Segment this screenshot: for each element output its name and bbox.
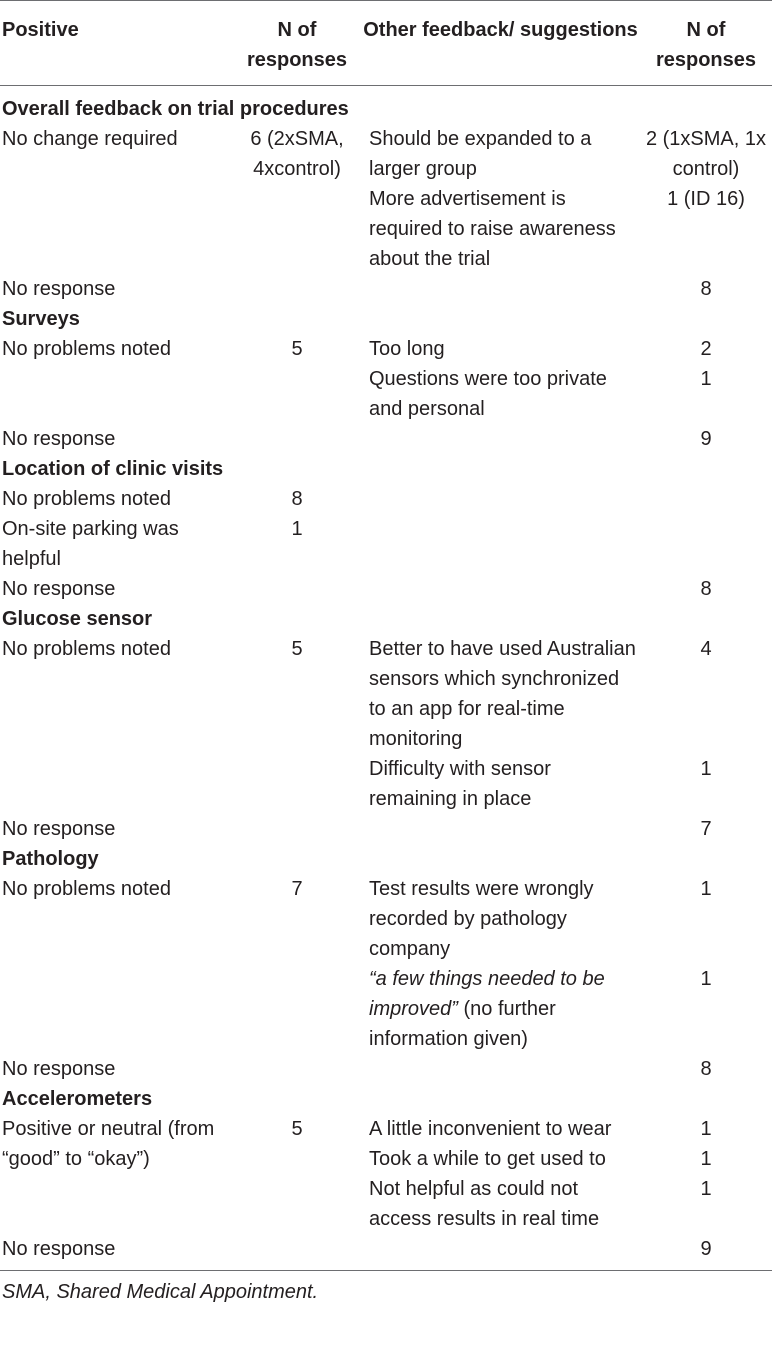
n2-cell: 2	[700, 338, 712, 360]
n2-cell: 1	[700, 968, 712, 990]
section-row	[0, 304, 772, 334]
table-row	[0, 874, 772, 964]
n2-cell: 1	[700, 758, 712, 780]
positive-cell: No response	[2, 1238, 116, 1260]
table-row	[0, 1114, 772, 1144]
table-row	[0, 334, 772, 364]
positive-cell: No response	[2, 818, 116, 840]
positive-cell: No change required	[2, 128, 178, 150]
section-title: Overall feedback on trial procedures	[2, 98, 349, 120]
n2-cell: 1 (ID 16)	[667, 188, 745, 210]
positive-cell: No response	[2, 578, 116, 600]
other-cell: More advertisement is required to raise awareness about the trial	[369, 188, 616, 270]
section-title: Accelerometers	[2, 1088, 153, 1110]
positive-cell: Positive or neutral (from “good” to “okay”)	[2, 1118, 215, 1170]
other-cell	[361, 964, 640, 1054]
table-footer	[0, 1271, 772, 1308]
positive-cell: No problems noted	[2, 638, 171, 660]
table-row	[0, 1234, 772, 1271]
table-row	[0, 424, 772, 454]
other-cell: A little inconvenient to wear	[369, 1118, 612, 1140]
table-row	[0, 964, 772, 1054]
positive-cell: No problems noted	[2, 338, 171, 360]
n2-cell: 1	[700, 1118, 712, 1140]
section-title: Surveys	[2, 308, 80, 330]
other-cell: Not helpful as could not access results in real time	[369, 1178, 600, 1230]
section-row	[0, 86, 772, 125]
note-text: (no further information given)	[369, 998, 556, 1050]
n2-cell: 8	[700, 1058, 712, 1080]
header-n-responses-1: N of responses	[233, 1, 361, 86]
positive-cell: No response	[2, 278, 116, 300]
section-title: Pathology	[2, 848, 99, 870]
n-cell: 5	[291, 338, 303, 360]
table-row	[0, 184, 772, 274]
table-header	[0, 1, 772, 86]
n2-cell: 1	[700, 368, 712, 390]
other-cell: Questions were too private and personal	[369, 368, 607, 420]
section-row	[0, 454, 772, 484]
table-row	[0, 514, 772, 574]
n2-cell: 1	[700, 878, 712, 900]
table-row	[0, 274, 772, 304]
table-row	[0, 484, 772, 514]
positive-cell: No problems noted	[2, 878, 171, 900]
other-cell: Took a while to get used to	[369, 1148, 606, 1170]
n-cell: 7	[291, 878, 303, 900]
n2-cell: 8	[700, 578, 712, 600]
positive-cell: On-site parking was helpful	[2, 518, 179, 570]
other-cell: Better to have used Australian sensors which synchronized to an app for real-time monitoring	[369, 638, 636, 750]
n2-cell: 1	[700, 1148, 712, 1170]
section-title: Glucose sensor	[2, 608, 153, 630]
other-cell: Test results were wrongly recorded by pathology company	[369, 878, 594, 960]
header-n-responses-2: N of responses	[640, 1, 772, 86]
n-cell: 8	[291, 488, 303, 510]
n2-cell: 8	[700, 278, 712, 300]
n2-cell: 7	[700, 818, 712, 840]
n-cell: 6 (2xSMA, 4xcontrol)	[250, 128, 344, 180]
section-row	[0, 844, 772, 874]
positive-cell: No response	[2, 1058, 116, 1080]
n2-cell: 1	[700, 1178, 712, 1200]
other-cell: Difficulty with sensor remaining in place	[369, 758, 551, 810]
section-row	[0, 604, 772, 634]
n2-cell: 9	[700, 1238, 712, 1260]
table-row	[0, 814, 772, 844]
n2-cell: 9	[700, 428, 712, 450]
table-body	[0, 86, 772, 1271]
n-cell: 1	[291, 518, 303, 540]
section-title: Location of clinic visits	[2, 458, 224, 480]
section-row	[0, 1084, 772, 1114]
n2-cell: 2 (1xSMA, 1x control)	[645, 128, 767, 180]
table-row	[0, 574, 772, 604]
header-other-feedback: Other feedback/ suggestions	[361, 1, 640, 86]
footnote: SMA, Shared Medical Appointment.	[0, 1271, 772, 1308]
quote-text: “a few things needed to be improved”	[369, 968, 605, 1020]
table-row	[0, 634, 772, 754]
n-cell: 5	[291, 1118, 303, 1140]
table-row	[0, 1054, 772, 1084]
other-cell: Should be expanded to a larger group	[369, 128, 592, 180]
table-row	[0, 754, 772, 814]
positive-cell: No response	[2, 428, 116, 450]
table-row	[0, 364, 772, 424]
header-positive: Positive	[0, 1, 233, 86]
n2-cell: 4	[700, 638, 712, 660]
other-cell: Too long	[369, 338, 445, 360]
table-row	[0, 124, 772, 184]
n-cell: 5	[291, 638, 303, 660]
positive-cell: No problems noted	[2, 488, 171, 510]
